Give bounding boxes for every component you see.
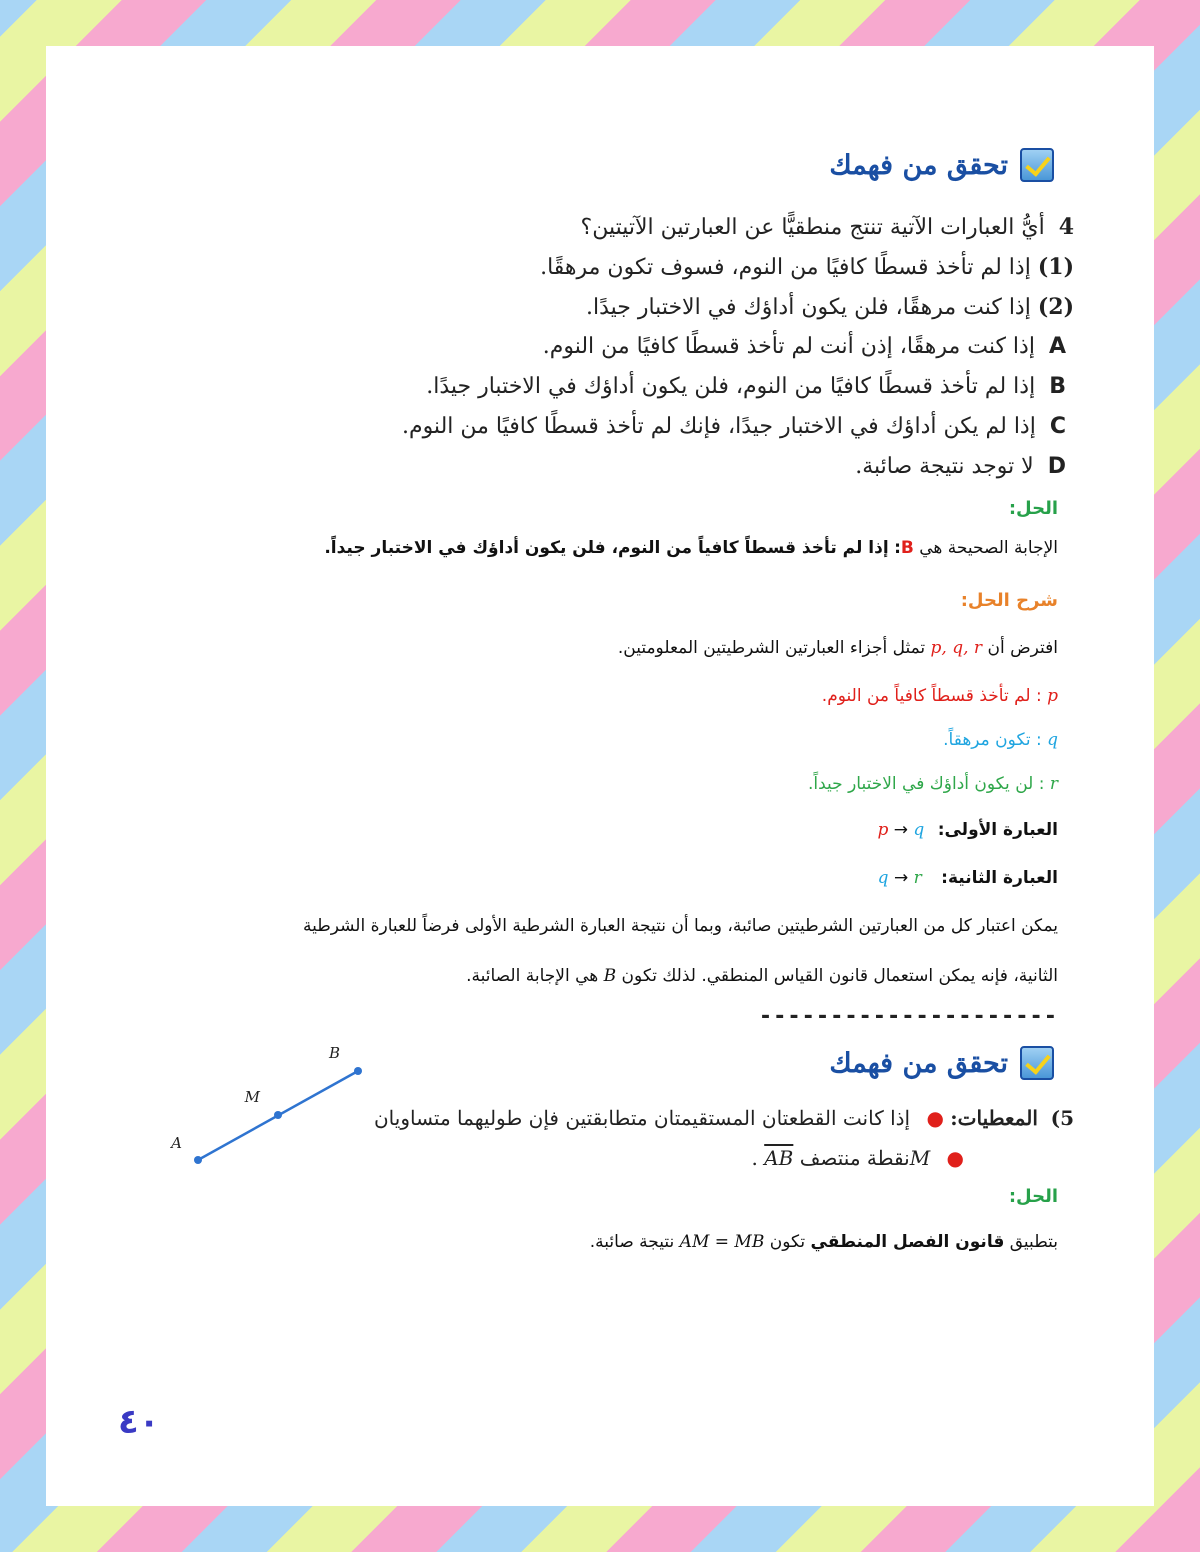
q4-option-c-text: إذا لم يكن أداؤك في الاختبار جيدًا، فإنك لم تأخذ قسطًا كافيًا من النوم. (401, 414, 1036, 439)
bullet-icon: ● (926, 1106, 944, 1130)
label-b: B (328, 1044, 340, 1062)
q4-prompt: أيُّ العبارات الآتية تنتج منطقيًّا عن العبارتين الآتيتين؟ (580, 215, 1045, 240)
q4-option-c (402, 414, 1066, 439)
para-line2-prefix: الثانية، فإنه يمكن استعمال قانون القياس المنطقي. لذلك تكون (621, 966, 1058, 986)
assume-suffix: تمثل أجزاء العبارتين الشرطيتين المعلومتين. (617, 638, 926, 658)
def-r-var: r (1049, 774, 1058, 794)
first-statement-formula (877, 820, 924, 840)
q4-number: 4 (1058, 214, 1074, 240)
q4-option-a-letter: A (1048, 334, 1066, 359)
second-to-var: r (913, 868, 922, 888)
q4-statement-2 (586, 294, 1074, 320)
def-p-var: p (1047, 686, 1058, 706)
checkbox-icon-2 (1020, 1046, 1054, 1080)
q4-option-d-letter: D (1047, 454, 1066, 479)
section-header-1 (829, 148, 1054, 182)
label-a: A (171, 1134, 182, 1152)
solution-2-equation: AM = MB (679, 1232, 765, 1252)
segment-diagram (166, 1040, 386, 1170)
first-from-var: p (877, 820, 889, 840)
q4-statement-2-number: (2) (1037, 294, 1074, 320)
assume-vars: p, q, r (930, 638, 983, 658)
q4-option-a (543, 334, 1066, 359)
q4-option-d (855, 454, 1066, 479)
q5-given-2-var: M (909, 1146, 931, 1170)
solution-heading-2: الحل: (1008, 1186, 1058, 1207)
q4-statement-2-text: إذا كنت مرهقًا، فلن يكون أداؤك في الاختبار جيدًا. (585, 295, 1031, 320)
point-m (274, 1111, 282, 1119)
second-statement-formula (878, 868, 922, 888)
answer-prefix: الإجابة الصحيحة هي (919, 538, 1058, 558)
first-statement-line (877, 820, 1058, 840)
solution-2-line (590, 1232, 1058, 1252)
q4-option-b-letter: B (1049, 374, 1066, 399)
solution-2-middle: تكون (769, 1232, 806, 1252)
para-line2-var: B (603, 966, 617, 986)
q4-option-c-letter: C (1049, 414, 1066, 439)
section-title-2: تحقق من فهمك (829, 1047, 1008, 1079)
point-b (354, 1067, 362, 1075)
bullet-icon-2: ● (946, 1146, 964, 1170)
first-to-var: q (913, 820, 925, 840)
answer-text: إذا لم تأخذ قسطاً كافياً من النوم، فلن يكون أداؤك في الاختبار جيداً. (324, 538, 889, 558)
q5-line-1 (374, 1106, 1074, 1130)
q4-option-b-text: إذا لم تأخذ قسطًا كافيًا من النوم، فلن يكون أداؤك في الاختبار جيدًا. (426, 374, 1036, 399)
first-arrow: → (893, 820, 908, 840)
section-header-2 (829, 1046, 1054, 1080)
second-from-var: q (877, 868, 889, 888)
solution-2-law: قانون الفصل المنطقي (810, 1232, 1005, 1252)
def-q-text: : تكون مرهقاً. (943, 730, 1042, 750)
q5-given-2-end: . (751, 1146, 758, 1170)
solution-2-suffix: نتيجة صائبة. (589, 1232, 675, 1252)
dashed-separator: --------------------- (758, 1004, 1058, 1029)
solution-2-prefix: بتطبيق (1009, 1232, 1058, 1252)
q5-given-1: إذا كانت القطعتان المستقيمتان متطابقتين فإن طوليهما متساويان (373, 1106, 911, 1130)
answer-letter: B (900, 538, 914, 558)
first-statement-label: العبارة الأولى: (937, 820, 1058, 840)
def-p-line (822, 686, 1058, 706)
q4-option-d-text: لا توجد نتيجة صائبة. (855, 454, 1034, 479)
q4-statement-1-number: (1) (1037, 254, 1074, 280)
q4-statement-1-text: إذا لم تأخذ قسطًا كافيًا من النوم، فسوف تكون مرهقًا. (540, 255, 1031, 280)
q4-prompt-line (581, 214, 1074, 240)
second-statement-label: العبارة الثانية: (941, 868, 1058, 888)
def-q-line (943, 730, 1058, 750)
page-sheet (46, 46, 1154, 1506)
section-title-1: تحقق من فهمك (829, 149, 1008, 181)
def-q-var: q (1047, 730, 1058, 750)
q4-statement-1 (540, 254, 1074, 280)
assume-prefix: افترض أن (987, 638, 1058, 658)
page-number: ٤٠ (118, 1402, 160, 1442)
q5-line-2 (751, 1146, 964, 1170)
second-arrow: → (893, 868, 909, 888)
explanation-heading: شرح الحل: (960, 590, 1058, 611)
q4-option-a-text: إذا كنت مرهقًا، إذن أنت لم تأخذ قسطًا كافيًا من النوم. (542, 334, 1035, 359)
def-r-text: : لن يكون أداؤك في الاختبار جيداً. (807, 774, 1045, 794)
para-line2-suffix: هي الإجابة الصائبة. (466, 966, 599, 986)
q5-given-2-segment: AB (764, 1146, 794, 1170)
solution-heading-1: الحل: (1008, 498, 1058, 519)
label-m: M (244, 1088, 260, 1106)
q4-option-b (426, 374, 1066, 399)
q5-given-2-text: نقطة منتصف (799, 1146, 910, 1170)
def-p-text: : لم تأخذ قسطاً كافياً من النوم. (821, 686, 1042, 706)
q5-number: 5) (1050, 1106, 1074, 1130)
def-r-line (808, 774, 1058, 794)
checkbox-icon (1020, 148, 1054, 182)
q5-givens-label: المعطيات: (950, 1106, 1038, 1130)
explanation-paragraph-line-2 (466, 966, 1058, 986)
answer-colon: : (894, 538, 901, 558)
explanation-paragraph-line-1: يمكن اعتبار كل من العبارتين الشرطيتين صائبة، وبما أن نتيجة العبارة الشرطية الأولى فرضاً للعبارة الشرطية (302, 916, 1058, 936)
point-a (194, 1156, 202, 1164)
assume-line (618, 638, 1058, 658)
second-statement-line (878, 868, 1058, 888)
solution-answer-line (324, 538, 1058, 558)
